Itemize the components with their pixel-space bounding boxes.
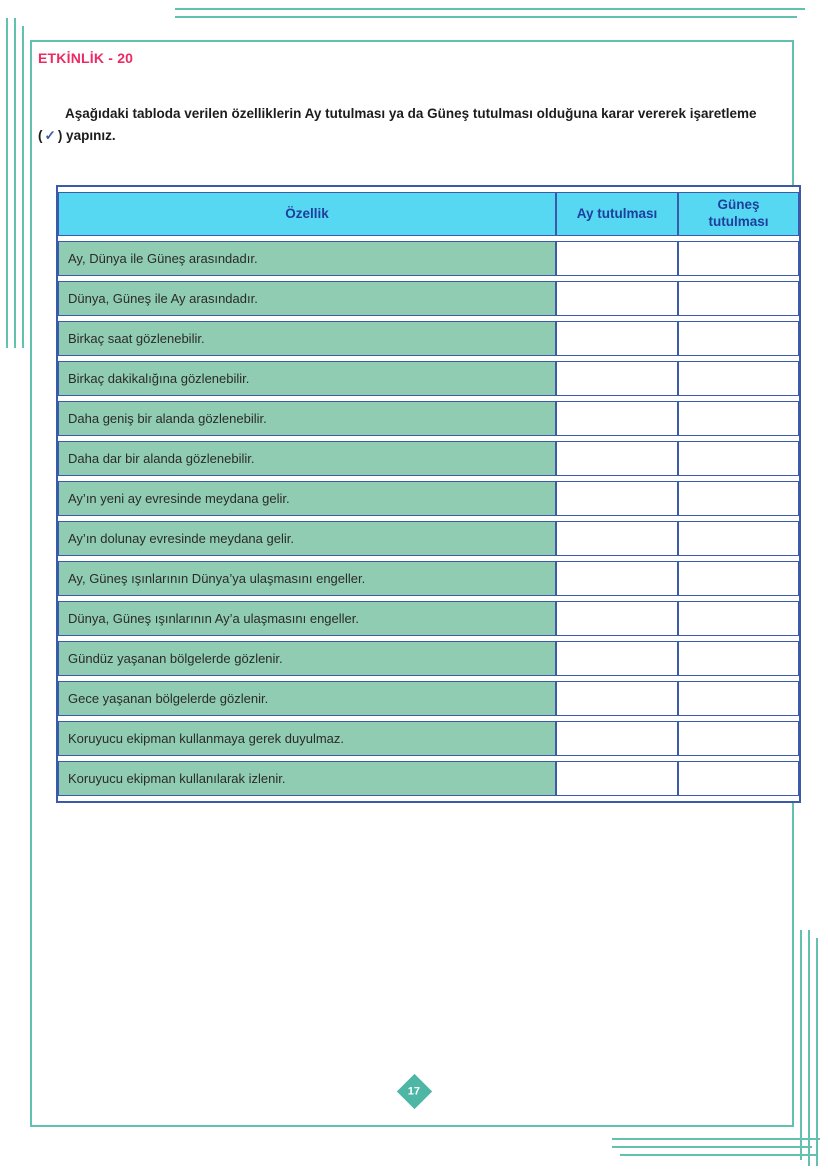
gunes-tutulmasi-check-cell[interactable] xyxy=(678,721,799,756)
ay-tutulmasi-check-cell[interactable] xyxy=(556,561,678,596)
frame-line-bottom-inner xyxy=(612,1138,820,1140)
frame-line-bottom-outer xyxy=(620,1154,816,1156)
table-row xyxy=(58,441,799,476)
feature-text: Gece yaşanan bölgelerde gözlenir. xyxy=(58,681,556,716)
feature-text: Koruyucu ekipman kullanılarak izlenir. xyxy=(58,761,556,796)
table-row xyxy=(58,521,799,556)
table-row xyxy=(58,401,799,436)
gunes-tutulmasi-check-cell[interactable] xyxy=(678,561,799,596)
paren-close-text: ) yapınız. xyxy=(57,128,116,144)
ay-tutulmasi-check-cell[interactable] xyxy=(556,601,678,636)
table-row xyxy=(58,641,799,676)
ay-tutulmasi-check-cell[interactable] xyxy=(556,241,678,276)
frame-line-right-inner xyxy=(800,930,802,1160)
feature-text: Dünya, Güneş ile Ay arasındadır. xyxy=(58,281,556,316)
header-gunes-tutulmasi xyxy=(678,192,799,236)
feature-text: Birkaç dakikalığına gözlenebilir. xyxy=(58,361,556,396)
frame-line-right-outer xyxy=(816,938,818,1166)
gunes-tutulmasi-check-cell[interactable] xyxy=(678,641,799,676)
feature-text: Gündüz yaşanan bölgelerde gözlenir. xyxy=(58,641,556,676)
ay-tutulmasi-check-cell[interactable] xyxy=(556,721,678,756)
ay-tutulmasi-check-cell[interactable] xyxy=(556,361,678,396)
gunes-tutulmasi-check-cell[interactable] xyxy=(678,681,799,716)
frame-line-top-outer xyxy=(175,8,805,10)
frame-line-bottom-middle xyxy=(612,1146,812,1148)
ay-tutulmasi-check-cell[interactable] xyxy=(556,281,678,316)
header-row xyxy=(58,192,799,236)
gunes-tutulmasi-check-cell[interactable] xyxy=(678,361,799,396)
paren-open: ( xyxy=(38,128,43,144)
feature-text: Ay, Güneş ışınlarının Dünya’ya ulaşmasını engeller. xyxy=(58,561,556,596)
gunes-tutulmasi-check-cell[interactable] xyxy=(678,521,799,556)
table-row xyxy=(58,601,799,636)
feature-text: Daha dar bir alanda gözlenebilir. xyxy=(58,441,556,476)
header-ay-tutulmasi: Ay tutulması xyxy=(556,192,678,236)
feature-text: Ay’ın yeni ay evresinde meydana gelir. xyxy=(58,481,556,516)
instruction-main-text: Aşağıdaki tabloda verilen özelliklerin Ay tutulması ya da Güneş tutulması olduğuna karar vererek işaretleme xyxy=(65,106,757,121)
feature-text: Dünya, Güneş ışınlarının Ay’a ulaşmasını engeller. xyxy=(58,601,556,636)
gunes-tutulmasi-check-cell[interactable] xyxy=(678,761,799,796)
instruction-text xyxy=(38,103,780,148)
feature-text: Ay’ın dolunay evresinde meydana gelir. xyxy=(58,521,556,556)
table-row xyxy=(58,761,799,796)
gunes-tutulmasi-check-cell[interactable] xyxy=(678,241,799,276)
ay-tutulmasi-check-cell[interactable] xyxy=(556,521,678,556)
activity-title: ETKİNLİK - 20 xyxy=(38,50,134,66)
feature-text: Koruyucu ekipman kullanmaya gerek duyulmaz. xyxy=(58,721,556,756)
header-gunes-tutulmasi-label: Güneş tutulması xyxy=(708,197,769,229)
gunes-tutulmasi-check-cell[interactable] xyxy=(678,281,799,316)
ay-tutulmasi-check-cell[interactable] xyxy=(556,441,678,476)
feature-text: Daha geniş bir alanda gözlenebilir. xyxy=(58,401,556,436)
table-row xyxy=(58,681,799,716)
ay-tutulmasi-check-cell[interactable] xyxy=(556,401,678,436)
table-row xyxy=(58,721,799,756)
gunes-tutulmasi-check-cell[interactable] xyxy=(678,441,799,476)
table-row xyxy=(58,281,799,316)
gunes-tutulmasi-check-cell[interactable] xyxy=(678,401,799,436)
checkmark-icon: ✓ xyxy=(44,128,56,144)
ay-tutulmasi-check-cell[interactable] xyxy=(556,481,678,516)
eclipse-table xyxy=(56,185,801,803)
frame-line-left-outer xyxy=(6,18,8,348)
table-body xyxy=(58,241,799,796)
ay-tutulmasi-check-cell[interactable] xyxy=(556,321,678,356)
table-header xyxy=(58,192,799,236)
ay-tutulmasi-check-cell[interactable] xyxy=(556,641,678,676)
table-row xyxy=(58,241,799,276)
frame-line-left-inner xyxy=(22,26,24,348)
gunes-tutulmasi-check-cell[interactable] xyxy=(678,601,799,636)
gunes-tutulmasi-check-cell[interactable] xyxy=(678,481,799,516)
feature-text: Ay, Dünya ile Güneş arasındadır. xyxy=(58,241,556,276)
table-row xyxy=(58,321,799,356)
ay-tutulmasi-check-cell[interactable] xyxy=(556,681,678,716)
header-ozellik: Özellik xyxy=(58,192,556,236)
table-row xyxy=(58,481,799,516)
ay-tutulmasi-check-cell[interactable] xyxy=(556,761,678,796)
table-container xyxy=(56,185,801,803)
page-number: 17 xyxy=(408,1085,421,1098)
table-row xyxy=(58,361,799,396)
frame-line-right-middle xyxy=(808,930,810,1166)
feature-text: Birkaç saat gözlenebilir. xyxy=(58,321,556,356)
gunes-tutulmasi-check-cell[interactable] xyxy=(678,321,799,356)
frame-line-top-inner xyxy=(175,16,797,18)
frame-line-left-middle xyxy=(14,18,16,348)
table-row xyxy=(58,561,799,596)
